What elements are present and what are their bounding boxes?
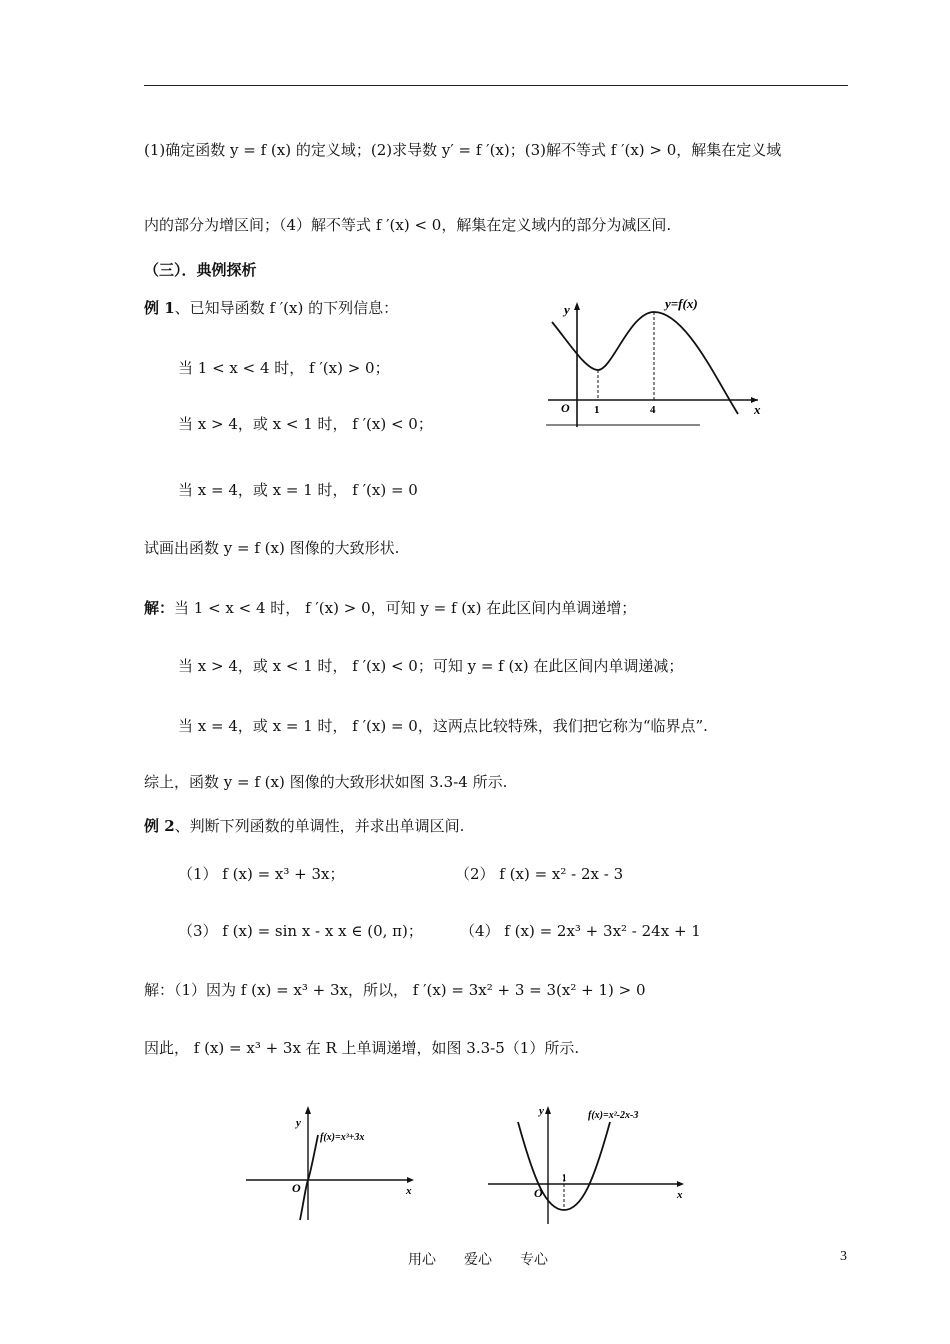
x-label: x (677, 1189, 683, 1201)
figure-3-3-5-2 (484, 1100, 694, 1225)
solution-1-summary: 综上，函数 y = f (x) 图像的大致形状如图 3.3-4 所示. (144, 773, 508, 791)
tick-label-4: 4 (650, 404, 656, 416)
example-2-label: 例 2 (144, 817, 175, 835)
curve-y-f-x (552, 312, 738, 414)
y-axis-arrow (545, 1106, 551, 1114)
origin-label: O (292, 1181, 301, 1195)
solution-1-line-2: 当 x > 4，或 x < 1 时， f ′(x) < 0；可知 y = f (x) 在此区间内单调递减； (178, 657, 684, 675)
example-2-part-4: （4） f (x) = 2x³ + 3x² - 24x + 1 (460, 922, 701, 940)
y-axis-arrow (574, 302, 580, 310)
example-1-prompt (144, 298, 398, 318)
figure-3-3-5-1 (242, 1100, 422, 1225)
solution-1-label: 解： (144, 599, 175, 617)
intro-line-2: 内的部分为增区间；（4）解不等式 f ′(x) < 0，解集在定义域内的部分为减区间. (144, 216, 672, 234)
y-axis-arrow (305, 1106, 311, 1114)
y-label: y (296, 1117, 301, 1129)
example-2-prompt (144, 816, 464, 836)
x-label: x (754, 402, 761, 417)
example-1-task: 试画出函数 y = f (x) 图像的大致形状. (144, 539, 400, 557)
tick-label-1: 1 (562, 1173, 567, 1183)
example-2-part-1: （1） f (x) = x³ + 3x； (178, 865, 345, 883)
example-1-condition-2: 当 x > 4，或 x < 1 时， f ′(x) < 0； (178, 415, 433, 433)
figure-3-3-4 (540, 292, 790, 432)
example-1-condition-3: 当 x = 4，或 x = 1 时， f ′(x) = 0 (178, 481, 418, 499)
curve-label: f(x)=x³+3x (320, 1132, 365, 1143)
curve-label: y=f(x) (665, 296, 698, 311)
tick-label-1: 1 (594, 404, 600, 416)
x-axis-arrow (677, 1181, 684, 1187)
curve-cubic (300, 1135, 318, 1220)
solution-2-line-2: 因此， f (x) = x³ + 3x 在 R 上单调递增，如图 3.3-5（1）所示. (144, 1039, 580, 1057)
origin-label: O (534, 1186, 543, 1200)
example-2-text: 、判断下列函数的单调性，并求出单调区间. (174, 817, 465, 835)
page-number: 3 (840, 1249, 847, 1264)
example-1-label: 例 1 (144, 299, 175, 317)
example-1-condition-1: 当 1 < x < 4 时， f ′(x) > 0； (178, 359, 390, 377)
footer-motto: 用心 爱心 专心 (408, 1252, 548, 1268)
origin-label: O (561, 401, 570, 415)
section-heading: （三）．典例探析 (144, 261, 257, 279)
y-label: y (539, 1105, 544, 1117)
example-2-part-2: （2） f (x) = x² - 2x - 3 (455, 865, 624, 883)
header-rule (144, 85, 848, 86)
solution-1-line-1 (144, 598, 636, 618)
solution-1-text: 当 1 < x < 4 时， f ′(x) > 0，可知 y = f (x) 在此区间内单调递增； (174, 599, 637, 617)
x-axis-arrow (407, 1177, 414, 1183)
example-2-part-3: （3） f (x) = sin x - x x ∈ (0, π)； (178, 922, 423, 940)
y-label: y (564, 302, 570, 317)
solution-2-line-1: 解：（1）因为 f (x) = x³ + 3x，所以， f ′(x) = 3x² + 3 = 3(x² + 1) > 0 (144, 981, 646, 999)
curve-label: f(x)=x²-2x-3 (588, 1110, 639, 1121)
example-1-text: 、已知导函数 f ′(x) 的下列信息： (174, 299, 399, 317)
intro-line-1: (1)确定函数 y = f (x) 的定义域；(2)求导数 y′ = f ′(x)；(3)解不等式 f ′(x) > 0，解集在定义域 (144, 141, 782, 159)
solution-1-line-3: 当 x = 4，或 x = 1 时， f ′(x) = 0，这两点比较特殊，我们把它称为“临界点”. (178, 717, 708, 735)
x-label: x (406, 1185, 412, 1197)
